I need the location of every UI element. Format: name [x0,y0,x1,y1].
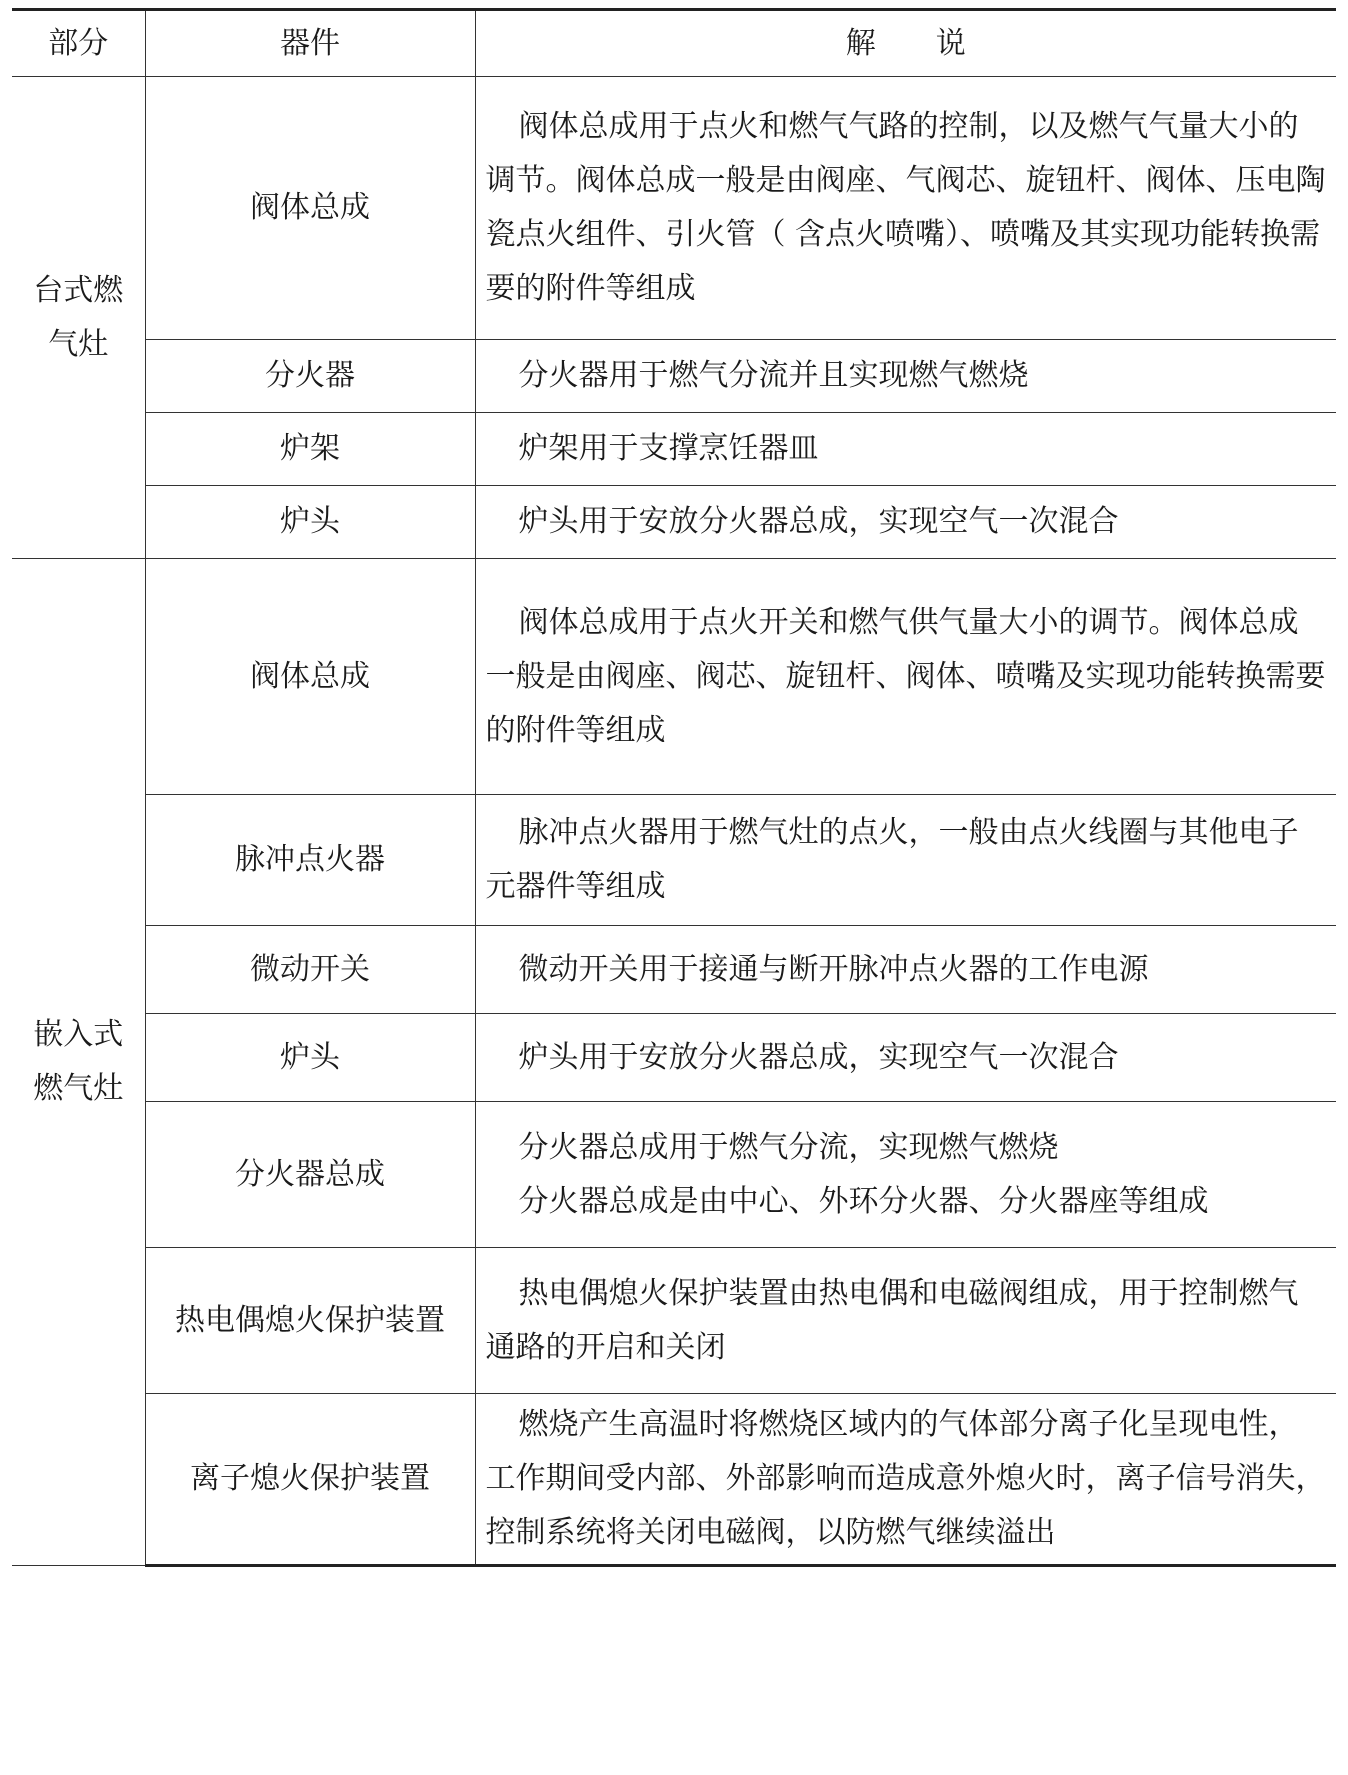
component-cell: 离子熄火保护装置 [145,1394,475,1566]
description-cell [475,413,1336,486]
component-cell: 热电偶熄火保护装置 [145,1248,475,1394]
table-row [12,1248,1336,1394]
description-text: 燃烧产生高温时将燃烧区域内的气体部分离子化呈现电性，工作期间受内部、外部影响而造成意外熄火时，离子信号消失，控制系统将关闭电磁阀，以防燃气继续溢出 [485,1407,1326,1550]
component-cell: 炉架 [145,413,475,486]
component-cell: 微动开关 [145,926,475,1014]
description-cell [475,486,1336,559]
description-cell [475,795,1336,926]
table-row [12,926,1336,1014]
table-row [12,77,1336,340]
description-text: 分火器用于燃气分流并且实现燃气燃烧 [518,358,1029,393]
component-cell: 分火器总成 [145,1102,475,1248]
stove-components-table [12,8,1336,1567]
description-cell [475,926,1336,1014]
component-cell: 阀体总成 [145,559,475,795]
description-cell [475,1102,1336,1248]
description-cell [475,340,1336,413]
description-text: 微动开关用于接通与断开脉冲点火器的工作电源 [518,951,1149,987]
part-label: 嵌入式燃气灶 [33,1017,124,1106]
header-component: 器件 [145,10,475,77]
description-cell [475,559,1336,795]
header-part: 部分 [12,10,145,77]
table-row [12,340,1336,413]
description-text: 炉头用于安放分火器总成，实现空气一次混合 [518,504,1119,539]
table-row [12,559,1336,795]
component-cell: 炉头 [145,1014,475,1102]
table-row [12,486,1336,559]
description-text: 分火器总成用于燃气分流，实现燃气燃烧 [518,1129,1059,1165]
description-cell [475,1248,1336,1394]
component-cell: 脉冲点火器 [145,795,475,926]
component-cell: 分火器 [145,340,475,413]
table-row [12,795,1336,926]
description-text: 阀体总成用于点火和燃气气路的控制，以及燃气气量大小的调节。阀体总成一般是由阀座、气阀芯、旋钮杆、阀体、压电陶瓷点火组件、引火管（ 含点火喷嘴）、喷嘴及其实现功能转换需要的附件等组成 [485,109,1326,306]
header-description: 解 说 [475,10,1336,77]
description-text: 炉头用于安放分火器总成，实现空气一次混合 [518,1039,1119,1075]
table-row [12,1014,1336,1102]
component-table-container [12,8,1336,1567]
table-row [12,1102,1336,1248]
description-cell [475,1394,1336,1566]
description-text: 热电偶熄火保护装置由热电偶和电磁阀组成，用于控制燃气通路的开启和关闭 [485,1275,1299,1365]
component-cell: 阀体总成 [145,77,475,340]
component-cell: 炉头 [145,486,475,559]
description-text: 分火器总成是由中心、外环分火器、分火器座等组成 [518,1183,1209,1219]
description-text: 炉架用于支撑烹饪器皿 [518,431,819,466]
part-tabletop-stove [12,77,145,559]
header-row [12,10,1336,77]
description-text: 阀体总成用于点火开关和燃气供气量大小的调节。阀体总成一般是由阀座、阀芯、旋钮杆、阀体、喷嘴及实现功能转换需要的附件等组成 [485,604,1326,748]
table-row [12,1394,1336,1566]
table-row [12,413,1336,486]
description-text: 脉冲点火器用于燃气灶的点火，一般由点火线圈与其他电子元器件等组成 [485,815,1299,904]
part-label: 台式燃气灶 [33,272,124,362]
description-cell [475,1014,1336,1102]
description-cell [475,77,1336,340]
part-built-in-stove [12,559,145,1566]
